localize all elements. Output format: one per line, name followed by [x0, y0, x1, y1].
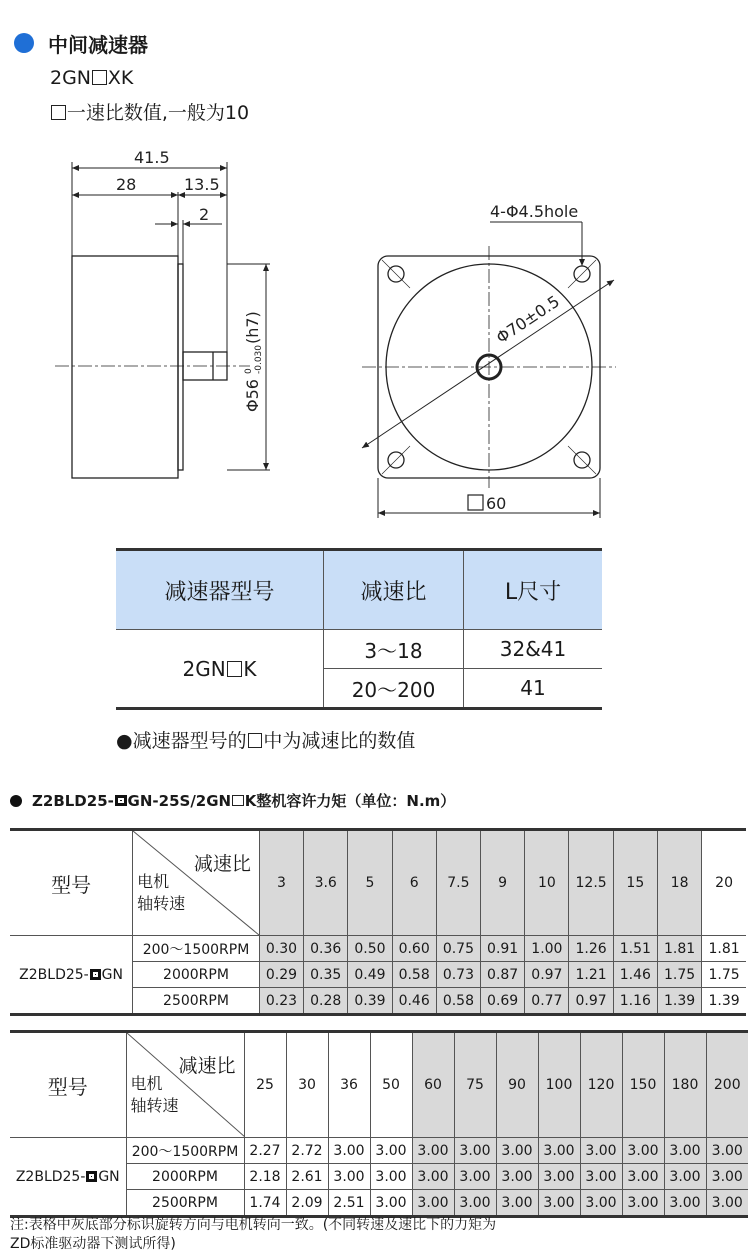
torque-cell: 3.00	[370, 1138, 412, 1164]
torque-cell: 1.81	[702, 936, 746, 962]
torque-cell: 0.77	[525, 988, 569, 1015]
torque-cell: 0.36	[304, 936, 348, 962]
torque-cell: 3.00	[412, 1164, 454, 1190]
torque-cell: 0.35	[304, 962, 348, 988]
torque-title-middle: GN-25S/2GN	[127, 791, 232, 810]
ratio-cell: 3～18	[324, 630, 464, 669]
ratio-header: 25	[244, 1032, 286, 1138]
torque-cell: 0.73	[436, 962, 480, 988]
speed-label	[131, 1073, 179, 1117]
torque-cell: 3.00	[706, 1190, 748, 1217]
model-code	[50, 67, 133, 89]
ratio-header: 75	[454, 1032, 496, 1138]
torque-cell: 2.27	[244, 1138, 286, 1164]
torque-cell: 1.16	[613, 988, 657, 1015]
torque-cell: 2.61	[286, 1164, 328, 1190]
filled-box-icon	[115, 795, 127, 807]
ratio-header: 120	[580, 1032, 622, 1138]
model-suffix: GN	[98, 1168, 120, 1185]
torque-cell: 1.75	[702, 962, 746, 988]
ratio-note	[50, 98, 249, 125]
torque-title	[10, 790, 455, 811]
ratio-cell: 20～200	[324, 669, 464, 709]
dim-60-label: 60	[486, 494, 507, 513]
ratio-header: 180	[664, 1032, 706, 1138]
model-suffix: GN	[101, 966, 123, 983]
model-prefix: 2GN	[182, 656, 226, 681]
model-cell	[10, 936, 133, 1015]
torque-cell: 3.00	[496, 1138, 538, 1164]
l-size-cell: 41	[464, 669, 603, 709]
torque-cell: 0.39	[348, 988, 392, 1015]
torque-cell: 0.49	[348, 962, 392, 988]
header-model: 减速器型号	[116, 550, 324, 630]
torque-title-prefix: Z2BLD25-	[32, 791, 114, 810]
torque-cell: 3.00	[622, 1190, 664, 1217]
torque-cell: 3.00	[496, 1190, 538, 1217]
filled-box-icon	[90, 969, 101, 980]
speed-cell: 2500RPM	[126, 1190, 244, 1217]
bullet-dot-icon	[10, 795, 22, 807]
torque-cell: 1.39	[657, 988, 701, 1015]
torque-cell: 3.00	[706, 1164, 748, 1190]
torque-cell: 3.00	[538, 1138, 580, 1164]
torque-cell: 3.00	[538, 1164, 580, 1190]
torque-cell: 3.00	[580, 1164, 622, 1190]
ratio-table	[116, 548, 602, 710]
ratio-header: 18	[657, 830, 701, 936]
torque-cell: 2.18	[244, 1164, 286, 1190]
torque-cell: 0.46	[392, 988, 436, 1015]
dim-2-label: 2	[199, 205, 210, 224]
dim-phi70-label: Φ70±0.5	[492, 291, 563, 348]
torque-cell: 1.51	[613, 936, 657, 962]
dim-phi56-label: Φ56	[243, 379, 262, 412]
ratio-header: 7.5	[436, 830, 480, 936]
speed-label-2: 轴转速	[130, 1096, 179, 1115]
dim-phi56-tol-upper: 0	[244, 368, 254, 374]
speed-label-1: 电机	[137, 872, 170, 891]
l-size-cell: 32&41	[464, 630, 603, 669]
model-code-suffix: XK	[107, 67, 134, 89]
model-code-prefix: 2GN	[50, 67, 92, 89]
ratio-header: 12.5	[569, 830, 613, 936]
section-title-text: 中间减速器	[48, 32, 148, 57]
torque-cell: 1.46	[613, 962, 657, 988]
ratio-header: 150	[622, 1032, 664, 1138]
torque-cell: 0.58	[436, 988, 480, 1015]
gearbox-side-body	[72, 256, 178, 478]
filled-box-icon	[86, 1171, 97, 1182]
bullet-dot-icon	[14, 33, 34, 53]
torque-cell: 3.00	[454, 1138, 496, 1164]
ratio-note-text: 一速比数值,一般为10	[66, 102, 250, 124]
ratio-header: 10	[525, 830, 569, 936]
torque-cell: 0.50	[348, 936, 392, 962]
torque-cell: 0.23	[259, 988, 303, 1015]
model-cell	[116, 630, 324, 709]
speed-cell: 2500RPM	[133, 988, 260, 1015]
footnote	[10, 1216, 610, 1254]
hole-label: 4-Φ4.5hole	[490, 202, 579, 221]
ratio-header: 36	[328, 1032, 370, 1138]
ratio-label: 减速比	[193, 853, 251, 875]
torque-cell: 3.00	[454, 1164, 496, 1190]
speed-cell: 2000RPM	[126, 1164, 244, 1190]
torque-cell: 2.51	[328, 1190, 370, 1217]
model-header: 型号	[10, 1032, 126, 1138]
model-header: 型号	[10, 830, 133, 936]
torque-cell: 3.00	[706, 1138, 748, 1164]
torque-cell: 3.00	[622, 1138, 664, 1164]
model-suffix: K	[243, 656, 257, 681]
model-cell	[10, 1138, 126, 1217]
speed-cell: 200～1500RPM	[126, 1138, 244, 1164]
speed-label-2: 轴转速	[137, 894, 186, 913]
torque-cell: 2.72	[286, 1138, 328, 1164]
model-note	[116, 726, 415, 753]
torque-cell: 1.21	[569, 962, 613, 988]
dim-28-label: 28	[116, 175, 137, 194]
torque-cell: 0.97	[525, 962, 569, 988]
torque-cell: 0.87	[481, 962, 525, 988]
torque-cell: 1.75	[657, 962, 701, 988]
technical-drawing	[0, 140, 750, 530]
model-prefix: Z2BLD25-	[19, 966, 89, 983]
placeholder-box-icon	[232, 795, 244, 807]
torque-cell: 2.09	[286, 1190, 328, 1217]
ratio-header: 20	[702, 830, 746, 936]
torque-cell: 3.00	[538, 1190, 580, 1217]
torque-cell: 0.60	[392, 936, 436, 962]
ratio-header: 30	[286, 1032, 328, 1138]
torque-cell: 3.00	[664, 1138, 706, 1164]
ratio-header: 15	[613, 830, 657, 936]
ratio-speed-header	[126, 1032, 244, 1138]
torque-cell: 3.00	[454, 1190, 496, 1217]
torque-cell: 3.00	[370, 1164, 412, 1190]
torque-cell: 0.91	[481, 936, 525, 962]
model-note-suffix: 中为减速比的数值	[263, 730, 416, 752]
dim-13-5-label: 13.5	[184, 175, 220, 194]
torque-cell: 3.00	[664, 1190, 706, 1217]
torque-cell: 3.00	[328, 1164, 370, 1190]
torque-cell: 1.74	[244, 1190, 286, 1217]
ratio-header: 90	[496, 1032, 538, 1138]
torque-cell: 3.00	[412, 1190, 454, 1217]
torque-cell: 0.75	[436, 936, 480, 962]
gearbox-flange	[178, 264, 183, 470]
torque-cell: 1.00	[525, 936, 569, 962]
torque-cell: 1.39	[702, 988, 746, 1015]
ratio-header: 3	[259, 830, 303, 936]
ratio-label: 减速比	[178, 1055, 236, 1077]
torque-cell: 3.00	[622, 1164, 664, 1190]
speed-cell: 200～1500RPM	[133, 936, 260, 962]
torque-cell: 0.97	[569, 988, 613, 1015]
torque-cell: 3.00	[328, 1138, 370, 1164]
footnote-line-1: 注:表格中灰底部分标识旋转方向与电机转向一致。(不同转速及速比下的力矩为	[10, 1217, 497, 1233]
torque-cell: 3.00	[580, 1190, 622, 1217]
torque-cell: 3.00	[496, 1164, 538, 1190]
placeholder-box-icon	[227, 661, 243, 677]
torque-cell: 3.00	[412, 1138, 454, 1164]
speed-cell: 2000RPM	[133, 962, 260, 988]
ratio-header: 50	[370, 1032, 412, 1138]
torque-table-2	[10, 1030, 748, 1218]
torque-cell: 0.30	[259, 936, 303, 962]
dim-41-5-label: 41.5	[134, 148, 170, 167]
torque-cell: 3.00	[664, 1164, 706, 1190]
torque-cell: 0.29	[259, 962, 303, 988]
ratio-header: 9	[481, 830, 525, 936]
placeholder-box-icon	[248, 733, 263, 748]
speed-label	[137, 871, 185, 915]
ratio-header: 5	[348, 830, 392, 936]
ratio-header: 60	[412, 1032, 454, 1138]
torque-table-1	[10, 828, 746, 1016]
torque-cell: 1.26	[569, 936, 613, 962]
torque-cell: 1.81	[657, 936, 701, 962]
model-note-prefix: ●减速器型号的	[116, 730, 247, 752]
header-ratio: 减速比	[324, 550, 464, 630]
header-l-size: L尺寸	[464, 550, 603, 630]
section-title	[14, 30, 148, 56]
placeholder-box-icon	[92, 70, 107, 85]
footnote-line-2: ZD标准驱动器下测试所得)	[10, 1236, 176, 1252]
model-prefix: Z2BLD25-	[15, 1168, 86, 1185]
placeholder-box-icon	[51, 105, 66, 120]
square-symbol-icon	[468, 495, 483, 510]
ratio-header: 200	[706, 1032, 748, 1138]
torque-cell: 0.28	[304, 988, 348, 1015]
torque-cell: 3.00	[580, 1138, 622, 1164]
ratio-header: 6	[392, 830, 436, 936]
dim-phi56-fit: (h7)	[243, 311, 262, 344]
speed-label-1: 电机	[130, 1074, 163, 1093]
torque-title-suffix: K整机容许力矩（单位：N.m）	[244, 792, 456, 810]
ratio-header: 3.6	[304, 830, 348, 936]
torque-cell: 0.58	[392, 962, 436, 988]
ratio-header: 100	[538, 1032, 580, 1138]
dim-phi56-tol-lower: -0.030	[254, 344, 264, 374]
torque-cell: 3.00	[370, 1190, 412, 1217]
ratio-speed-header	[133, 830, 260, 936]
torque-cell: 0.69	[481, 988, 525, 1015]
